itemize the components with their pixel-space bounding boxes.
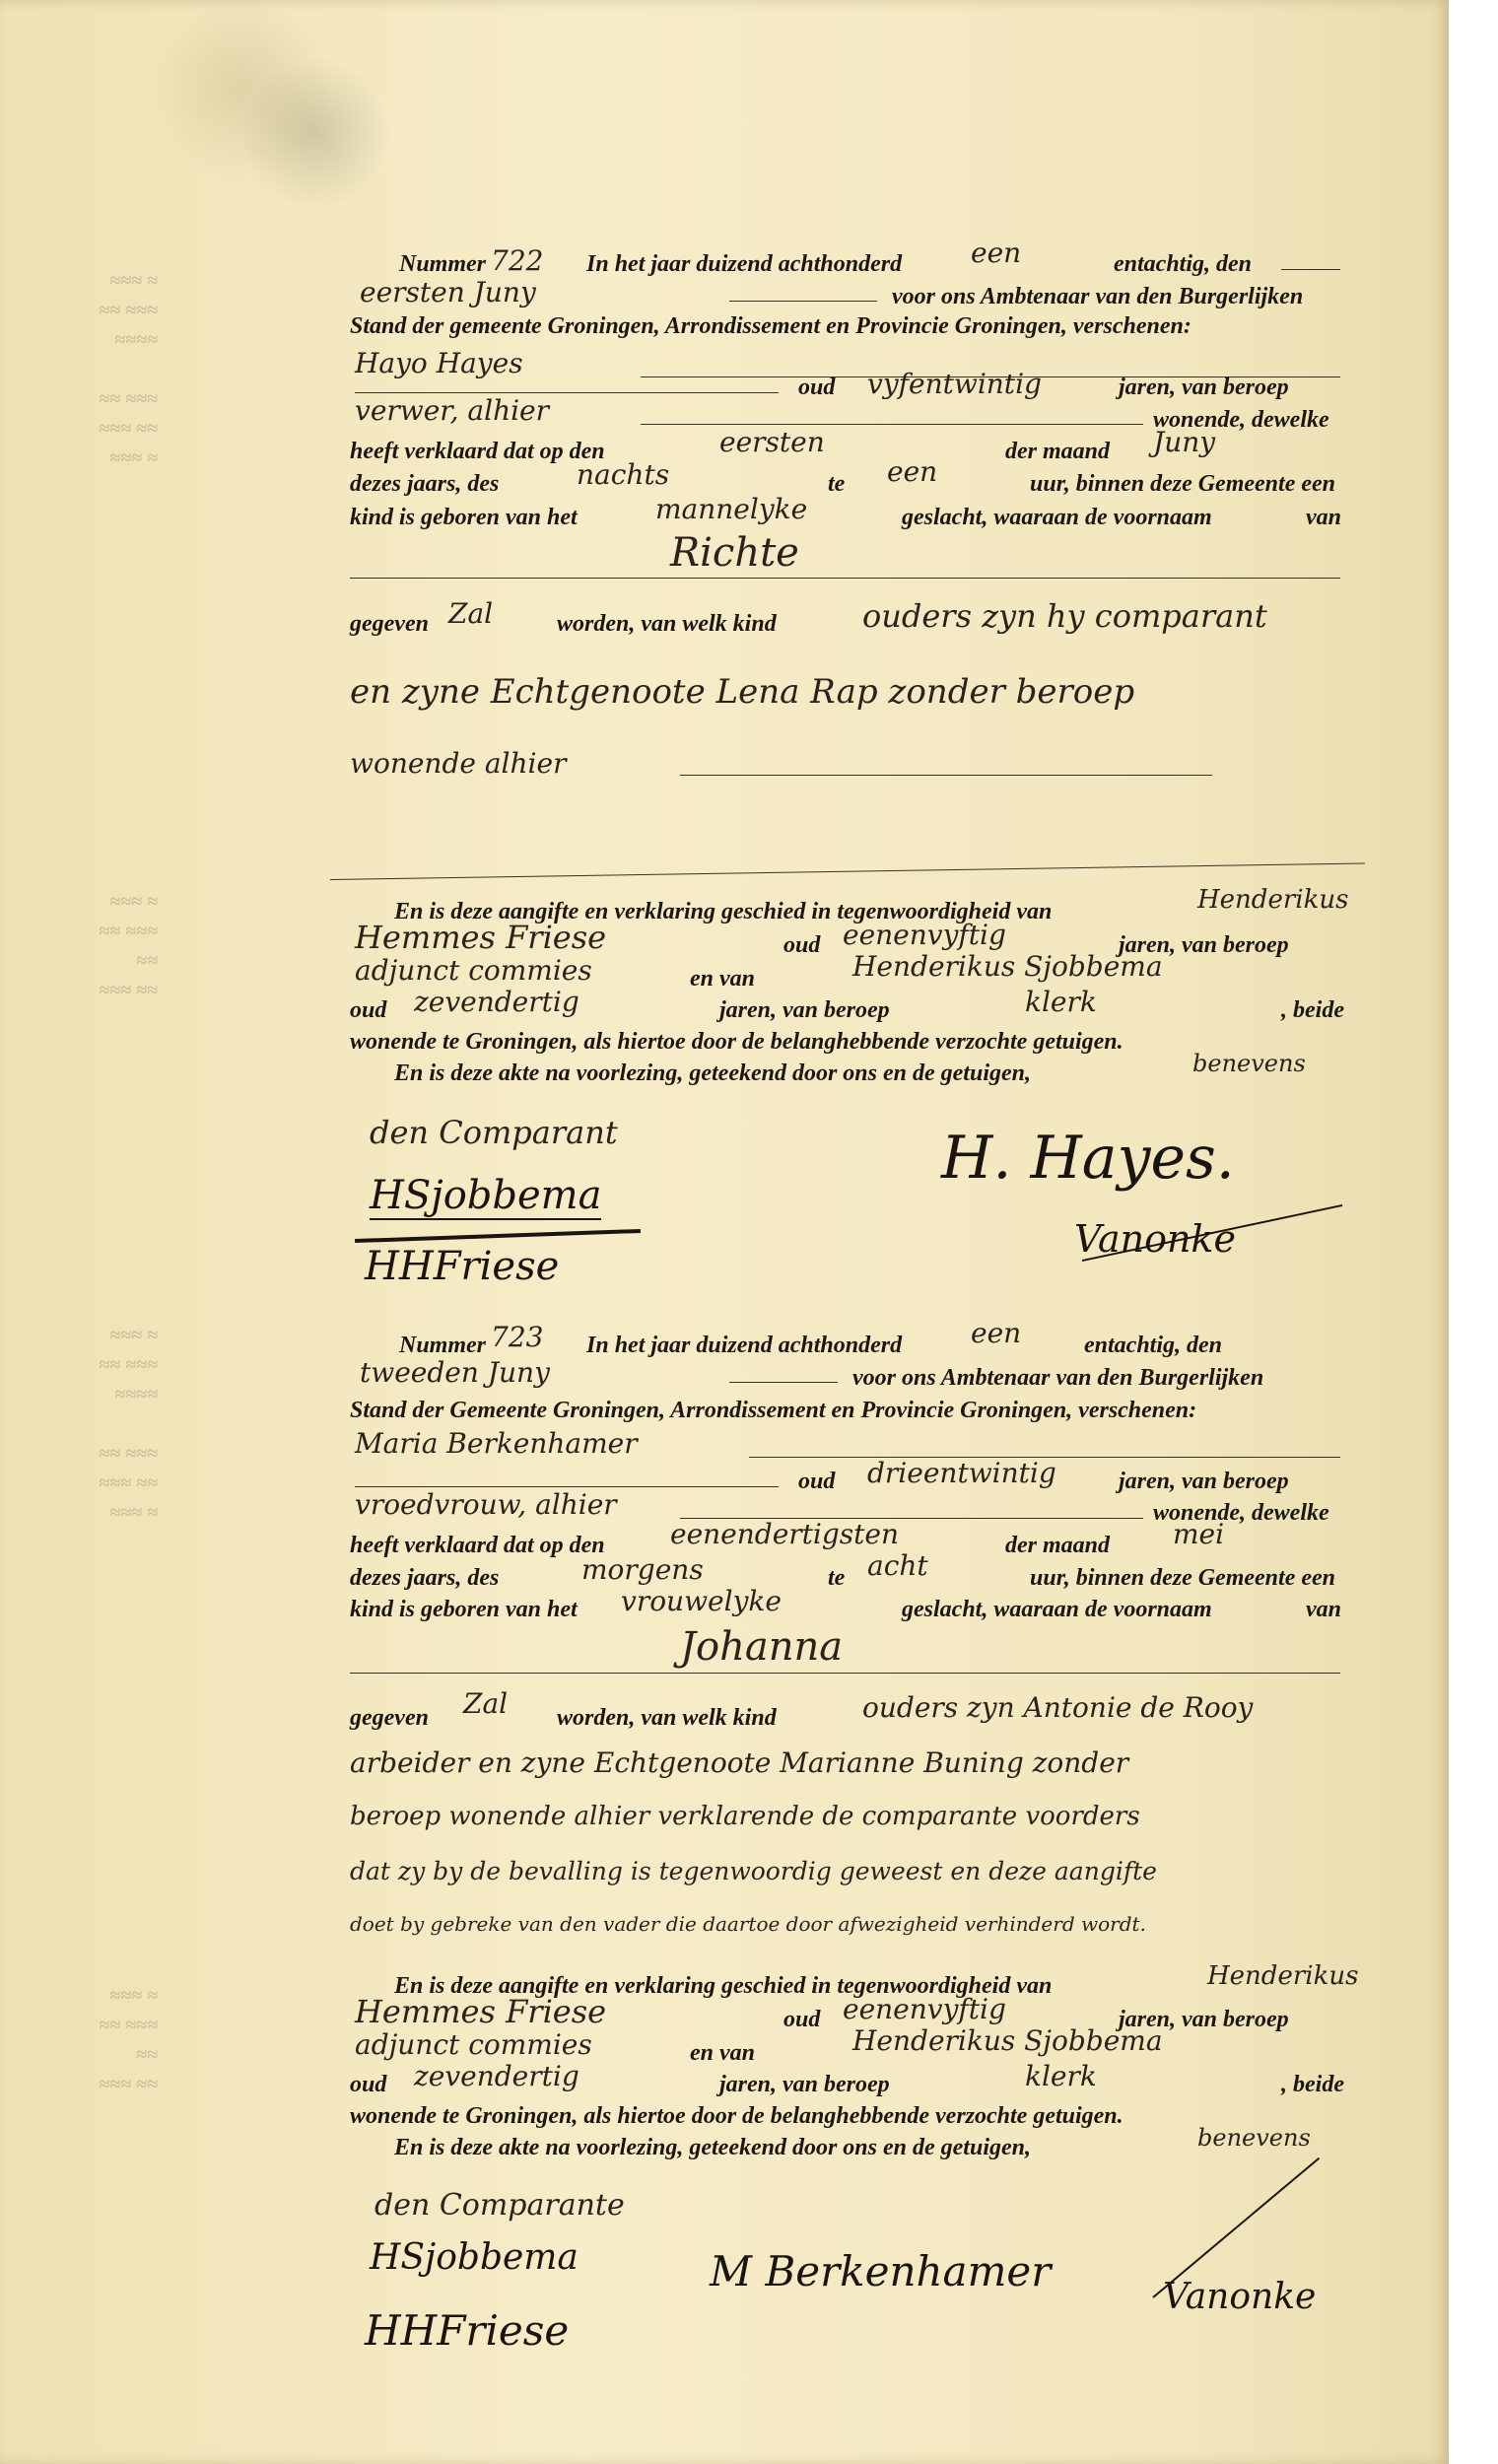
- handwritten-entry: wonende alhier: [350, 747, 567, 780]
- line-text: kind is geboren van het: [350, 1597, 578, 1622]
- record-number: 723: [491, 1321, 544, 1353]
- handwritten-entry: Maria Berkenhamer: [355, 1427, 638, 1460]
- signature-official: Vanonke: [1163, 2277, 1317, 2317]
- fill-line: [355, 392, 779, 393]
- handwritten-entry: Hemmes Friese: [355, 919, 607, 956]
- fill-line: [729, 301, 877, 302]
- line-text: wonende te Groningen, als hiertoe door de belanghebbende verzochte getuigen.: [350, 1029, 1124, 1055]
- line-text: En is deze akte na voorlezing, geteekend door ons en de getuigen,: [394, 2135, 1031, 2160]
- handwritten-entry: Hayo Hayes: [355, 347, 523, 379]
- line-text: jaren, van beroep: [1119, 1469, 1289, 1494]
- handwritten-entry: morgens: [581, 1553, 704, 1586]
- handwritten-entry: vyfentwintig: [867, 368, 1042, 400]
- line-text: voor ons Ambtenaar van den Burgerlijken: [852, 1365, 1264, 1391]
- fill-line: [1281, 269, 1340, 270]
- handwritten-entry: arbeider en zyne Echtgenoote Marianne Buning zonder: [350, 1746, 1129, 1779]
- handwritten-entry: Juny: [1153, 426, 1216, 458]
- fill-line: [680, 775, 1212, 776]
- handwritten-entry: verwer, alhier: [355, 394, 550, 427]
- handwritten-entry: mannelyke: [655, 493, 808, 525]
- handwritten-entry: een: [971, 1317, 1022, 1349]
- line-text: oud: [798, 375, 836, 400]
- record-number: 722: [491, 244, 544, 277]
- handwritten-entry: eersten Juny: [360, 276, 536, 308]
- line-text: wonende te Groningen, als hiertoe door de belanghebbende verzochte getuigen.: [350, 2103, 1124, 2129]
- handwritten-entry: Zal: [448, 597, 494, 630]
- line-text: heeft verklaard dat op den: [350, 1533, 605, 1558]
- bleed-through-text: ≈≈≈ ≈ ≈≈ ≈≈≈ ≈≈ ≈≈≈ ≈≈: [99, 891, 158, 1001]
- handwritten-entry: drieentwintig: [867, 1457, 1056, 1489]
- child-name: Johanna: [680, 1624, 844, 1670]
- line-text: worden, van welk kind: [557, 611, 777, 637]
- fill-line: [729, 1382, 838, 1383]
- line-text: In het jaar duizend achthonderd: [586, 1333, 903, 1358]
- line-text: uur, binnen deze Gemeente een: [1030, 1565, 1335, 1591]
- handwritten-entry: doet by gebreke van den vader die daartoe door afwezigheid verhinderd wordt.: [350, 1912, 1146, 1936]
- record-number-label: Nummer: [399, 1333, 487, 1358]
- line-text: jaren, van beroep: [719, 997, 890, 1023]
- handwritten-entry: nachts: [577, 458, 670, 491]
- signature-friese: HHFriese: [365, 2306, 570, 2355]
- bleed-through-text: ≈≈≈ ≈ ≈≈ ≈≈≈ ≈≈≈≈ ≈≈ ≈≈≈ ≈≈≈ ≈≈ ≈≈≈ ≈: [99, 270, 158, 469]
- handwritten-entry: Zal: [463, 1687, 509, 1720]
- handwritten-entry: acht: [867, 1549, 928, 1582]
- handwritten-entry: en zyne Echtgenoote Lena Rap zonder beroep: [350, 672, 1135, 712]
- line-text: jaren, van beroep: [1119, 932, 1289, 958]
- handwritten-entry: adjunct commies: [355, 954, 592, 987]
- line-text: En is deze aangifte en verklaring geschied in tegenwoordigheid van: [394, 899, 1053, 924]
- name-underline: [350, 578, 1340, 579]
- line-text: In het jaar duizend achthonderd: [586, 251, 903, 277]
- fill-line: [355, 1486, 779, 1487]
- handwritten-entry: den Comparante: [374, 2188, 625, 2223]
- line-text: , beide: [1281, 2072, 1344, 2097]
- handwritten-entry: eenenvyftig: [843, 919, 1006, 951]
- line-text: oud: [798, 1469, 836, 1494]
- handwritten-entry: een: [887, 455, 938, 488]
- line-text: van: [1306, 1597, 1341, 1622]
- handwritten-entry: Henderikus: [1197, 885, 1349, 915]
- signature-flourish: [355, 1229, 641, 1243]
- line-text: kind is geboren van het: [350, 505, 578, 530]
- handwritten-entry: ouders zyn hy comparant: [862, 597, 1267, 635]
- handwritten-entry: klerk: [1025, 986, 1097, 1018]
- handwritten-entry: adjunct commies: [355, 2028, 592, 2061]
- handwritten-entry: een: [971, 237, 1022, 269]
- line-text: gegeven: [350, 611, 429, 637]
- line-text: oud: [783, 2007, 821, 2032]
- handwritten-entry: benevens: [1192, 1050, 1306, 1077]
- handwritten-entry: Henderikus Sjobbema: [852, 2024, 1163, 2057]
- record-end-line: [330, 863, 1365, 880]
- child-name: Richte: [670, 530, 799, 576]
- bleed-through-text: ≈≈≈ ≈ ≈≈ ≈≈≈ ≈≈≈≈ ≈≈ ≈≈≈ ≈≈≈ ≈≈ ≈≈≈ ≈: [99, 1325, 158, 1524]
- line-text: worden, van welk kind: [557, 1705, 777, 1731]
- line-text: der maand: [1005, 439, 1111, 464]
- signature-berkenhamer: M Berkenhamer: [710, 2247, 1052, 2295]
- handwritten-entry: dat zy by de bevalling is tegenwoordig geweest en deze aangifte: [350, 1857, 1157, 1885]
- line-text: gegeven: [350, 1705, 429, 1731]
- line-text: dezes jaars, des: [350, 471, 500, 497]
- handwritten-entry: Hemmes Friese: [355, 1993, 607, 2030]
- signature-official: Vanonke: [1074, 1217, 1236, 1261]
- line-text: entachtig, den: [1084, 1333, 1223, 1358]
- bleed-through-text: ≈≈≈ ≈ ≈≈ ≈≈≈ ≈≈ ≈≈≈ ≈≈: [99, 1985, 158, 2095]
- paper-stain: [237, 59, 394, 207]
- line-text: geslacht, waaraan de voornaam: [902, 1597, 1212, 1622]
- line-text: Stand der gemeente Groningen, Arrondissement en Provincie Groningen, verschenen:: [350, 313, 1192, 339]
- handwritten-entry: vrouwelyke: [621, 1585, 782, 1617]
- line-text: dezes jaars, des: [350, 1565, 500, 1591]
- handwritten-entry: vroedvrouw, alhier: [355, 1488, 617, 1521]
- line-text: wonende, dewelke: [1153, 407, 1329, 433]
- signature-hayes: H. Hayes.: [941, 1124, 1235, 1193]
- line-text: , beide: [1281, 997, 1344, 1023]
- signature-sjobbema: HSjobbema: [370, 2237, 579, 2278]
- signature-friese: HHFriese: [365, 1244, 560, 1289]
- handwritten-entry: eersten: [719, 426, 825, 458]
- line-text: wonende, dewelke: [1153, 1500, 1329, 1526]
- line-text: heeft verklaard dat op den: [350, 439, 605, 464]
- line-text: oud: [350, 2072, 387, 2097]
- signature-sjobbema: HSjobbema: [370, 1173, 602, 1218]
- handwritten-entry: benevens: [1197, 2124, 1311, 2152]
- handwritten-entry: eenendertigsten: [670, 1518, 900, 1550]
- line-text: jaren, van beroep: [1119, 375, 1289, 400]
- handwritten-entry: eenenvyftig: [843, 1993, 1006, 2025]
- line-text: En is deze aangifte en verklaring geschied in tegenwoordigheid van: [394, 1973, 1053, 1999]
- line-text: oud: [350, 997, 387, 1023]
- line-text: Stand der Gemeente Groningen, Arrondissement en Provincie Groningen, verschenen:: [350, 1398, 1197, 1423]
- handwritten-entry: zevendertig: [414, 2060, 579, 2092]
- line-text: en van: [690, 966, 755, 992]
- handwritten-entry: klerk: [1025, 2060, 1097, 2092]
- line-text: te: [828, 471, 846, 497]
- handwritten-entry: beroep wonende alhier verklarende de comparante voorders: [350, 1802, 1140, 1831]
- line-text: te: [828, 1565, 846, 1591]
- line-text: der maand: [1005, 1533, 1111, 1558]
- line-text: En is deze akte na voorlezing, geteekend door ons en de getuigen,: [394, 1061, 1031, 1086]
- line-text: oud: [783, 932, 821, 958]
- line-text: en van: [690, 2040, 755, 2066]
- handwritten-entry: Henderikus Sjobbema: [852, 950, 1163, 983]
- fill-line: [641, 424, 1143, 425]
- record-number-label: Nummer: [399, 251, 487, 277]
- line-text: geslacht, waaraan de voornaam: [902, 505, 1212, 530]
- line-text: jaren, van beroep: [1119, 2007, 1289, 2032]
- line-text: jaren, van beroep: [719, 2072, 890, 2097]
- handwritten-entry: tweeden Juny: [360, 1356, 550, 1389]
- line-text: van: [1306, 505, 1341, 530]
- handwritten-entry: mei: [1173, 1518, 1225, 1550]
- line-text: uur, binnen deze Gemeente een: [1030, 471, 1335, 497]
- name-underline: [350, 1673, 1340, 1674]
- line-text: voor ons Ambtenaar van den Burgerlijken: [892, 284, 1304, 309]
- handwritten-entry: Henderikus: [1207, 1961, 1359, 1991]
- handwritten-entry: den Comparant: [370, 1114, 618, 1151]
- handwritten-entry: zevendertig: [414, 986, 579, 1018]
- handwritten-entry: ouders zyn Antonie de Rooy: [862, 1691, 1254, 1724]
- line-text: entachtig, den: [1114, 251, 1253, 277]
